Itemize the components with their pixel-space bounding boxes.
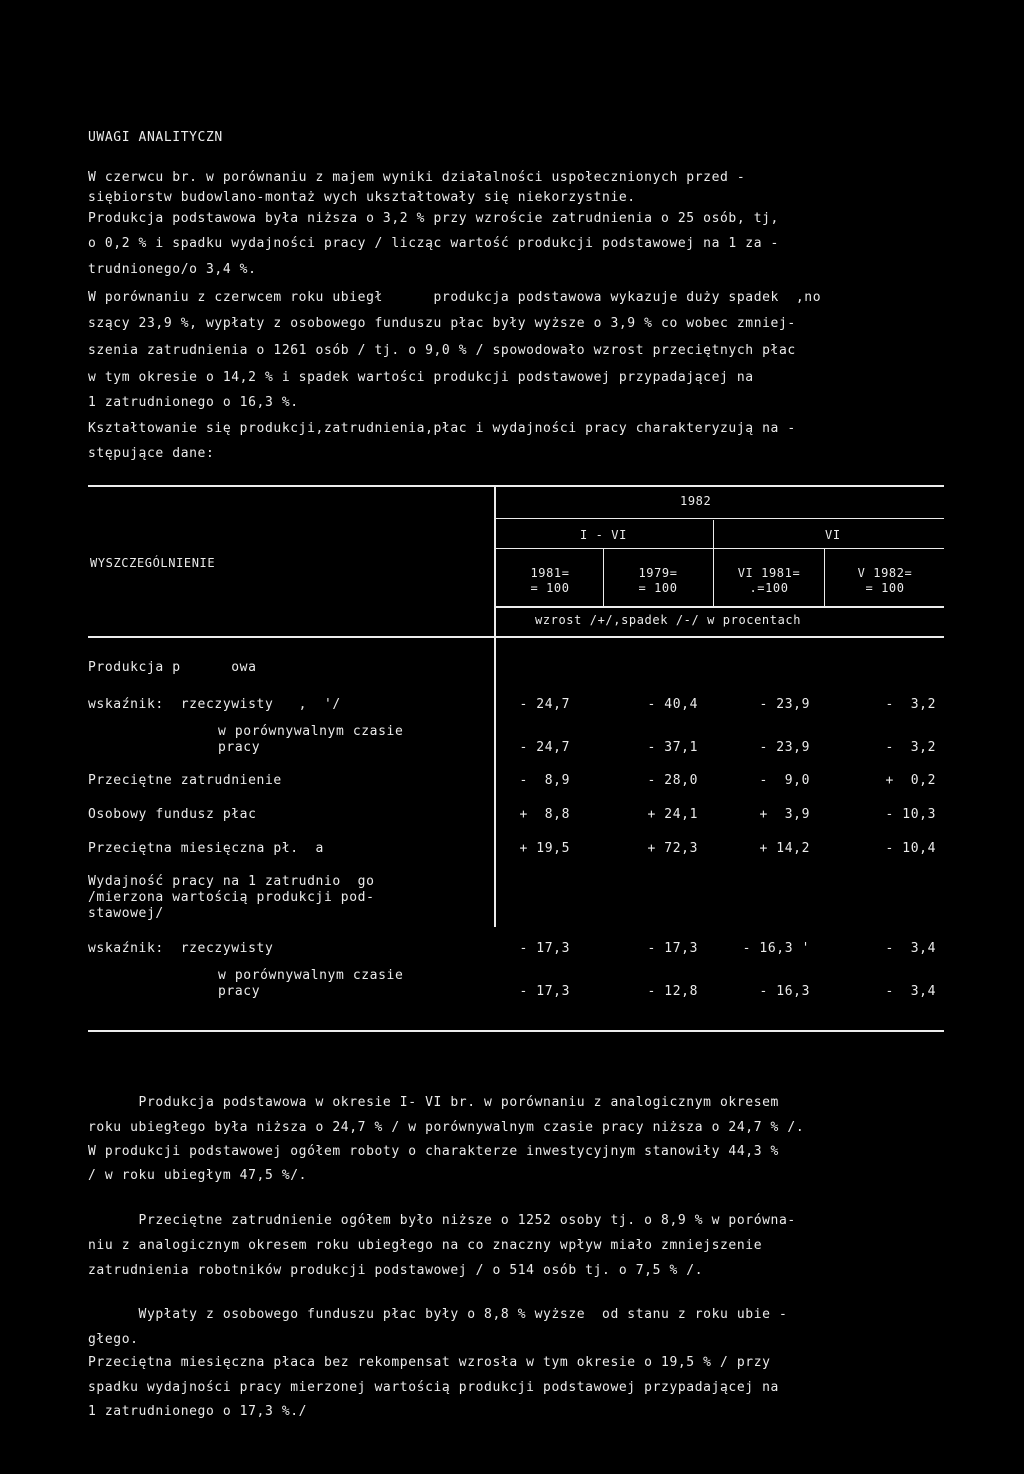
table-cell: + 19,5 xyxy=(519,841,570,856)
period-header-2: VI xyxy=(825,528,841,542)
table-cell: - 40,4 xyxy=(647,697,698,712)
intro-line: o 0,2 % i spadku wydajności pracy / licząc wartość produkcji podstawowej na 1 za - xyxy=(88,236,779,251)
table-row-label: pracy xyxy=(218,984,261,999)
year-header: 1982 xyxy=(680,494,712,508)
closing-line: Produkcja podstawowa w okresie I- VI br. w porównaniu z analogicznym okresem xyxy=(88,1095,779,1110)
table-cell: - 28,0 xyxy=(647,773,698,788)
table-cell: - 3,4 xyxy=(885,941,936,956)
table-cell: - 23,9 xyxy=(759,697,810,712)
table-cell: - 10,3 xyxy=(885,807,936,822)
col-header: = 100 xyxy=(530,581,570,595)
table-cell: - 9,0 xyxy=(759,773,810,788)
intro-line: stępujące dane: xyxy=(88,446,215,461)
closing-line: / w roku ubiegłym 47,5 %/. xyxy=(88,1168,308,1183)
intro-line: siębiorstw budowlano-montaż wych ukształtowały się niekorzystnie. xyxy=(88,190,636,205)
table-cell: - 17,3 xyxy=(519,941,570,956)
table-row-label: Przeciętne zatrudnienie xyxy=(88,773,282,788)
intro-line: W czerwcu br. w porównaniu z majem wyniki działalności uspołecznionych przed - xyxy=(88,170,746,185)
period-header-1: I - VI xyxy=(580,528,627,542)
table-cell: - 17,3 xyxy=(519,984,570,999)
table-cell: - 3,2 xyxy=(885,740,936,755)
table-cell: + 3,9 xyxy=(759,807,810,822)
table-cell: - 12,8 xyxy=(647,984,698,999)
closing-line: głego. xyxy=(88,1332,139,1347)
col-header: .=100 xyxy=(749,581,789,595)
unit-row: wzrost /+/,spadek /-/ w procentach xyxy=(535,613,802,627)
table-cell: - 3,2 xyxy=(885,697,936,712)
intro-line: Produkcja podstawowa była niższa o 3,2 % przy wzroście zatrudnienia o 25 osób, tj, xyxy=(88,211,779,226)
col-header: = 100 xyxy=(865,581,905,595)
table-row-label: wskaźnik: rzeczywisty xyxy=(88,941,274,956)
table-cell: - 23,9 xyxy=(759,740,810,755)
closing-line: W produkcji podstawowej ogółem roboty o charakterze inwestycyjnym stanowiły 44,3 % xyxy=(88,1144,779,1159)
closing-line: zatrudnienia robotników produkcji podstawowej / o 514 osób tj. o 7,5 % /. xyxy=(88,1263,704,1278)
table-cell: - 17,3 xyxy=(647,941,698,956)
closing-line: niu z analogicznym okresem roku ubiegłego na co znaczny wpływ miało zmniejszenie xyxy=(88,1238,763,1253)
table-row-label: Przeciętna miesięczna pł. a xyxy=(88,841,324,856)
table-top-rule xyxy=(88,485,944,487)
table-bottom-rule xyxy=(88,1030,944,1032)
col-divider xyxy=(603,549,604,608)
col-divider xyxy=(824,549,825,608)
closing-line: Przeciętne zatrudnienie ogółem było niższe o 1252 osoby tj. o 8,9 % w porówna- xyxy=(88,1213,796,1228)
table-cell: + 24,1 xyxy=(647,807,698,822)
col-header: 1979= xyxy=(638,566,678,580)
table-cell: - 3,4 xyxy=(885,984,936,999)
table-row-label: wskaźnik: rzeczywisty , '/ xyxy=(88,697,341,712)
intro-line: W porównaniu z czerwcem roku ubiegł produkcja podstawowa wykazuje duży spadek ,no xyxy=(88,290,822,305)
year-rule xyxy=(496,518,944,519)
col-header: 1981= xyxy=(530,566,570,580)
closing-line: Przeciętna miesięczna płaca bez rekompensat wzrosła w tym okresie o 19,5 % / przy xyxy=(88,1355,771,1370)
table-row-label: w porównywalnym czasie xyxy=(218,724,404,739)
intro-line: szący 23,9 %, wypłaty z osobowego funduszu płac były wyższe o 3,9 % co wobec zmniej- xyxy=(88,316,796,331)
closing-line: 1 zatrudnionego o 17,3 %./ xyxy=(88,1404,308,1419)
intro-line: w tym okresie o 14,2 % i spadek wartości produkcji podstawowej przypadającej na xyxy=(88,370,754,385)
table-row-label: Osobowy fundusz płac xyxy=(88,807,257,822)
table-cell: - 24,7 xyxy=(519,740,570,755)
table-row-label: pracy xyxy=(218,740,261,755)
table-cell: - 10,4 xyxy=(885,841,936,856)
intro-line: trudnionego/o 3,4 %. xyxy=(88,262,257,277)
section-heading: UWAGI ANALITYCZN xyxy=(88,130,223,145)
table-row-label: /mierzona wartością produkcji pod- xyxy=(88,890,375,905)
table-cell: - 37,1 xyxy=(647,740,698,755)
period-rule xyxy=(496,548,944,549)
table-cell: - 24,7 xyxy=(519,697,570,712)
table-cell: + 14,2 xyxy=(759,841,810,856)
table-cell: + 0,2 xyxy=(885,773,936,788)
header-rule xyxy=(496,606,944,608)
table-row-label: Wydajność pracy na 1 zatrudnio go xyxy=(88,874,375,889)
table-cell: + 72,3 xyxy=(647,841,698,856)
col-header: VI 1981= xyxy=(737,566,801,580)
period-divider xyxy=(713,520,714,608)
table-cell: - 16,3 xyxy=(759,984,810,999)
col-header: V 1982= xyxy=(857,566,913,580)
intro-line: 1 zatrudnionego o 16,3 %. xyxy=(88,395,299,410)
table-cell: - 16,3 ' xyxy=(742,941,810,956)
table-header-bottom-rule xyxy=(88,636,944,638)
table-row-label: Produkcja p owa xyxy=(88,660,257,675)
intro-line: Kształtowanie się produkcji,zatrudnienia,płac i wydajności pracy charakteryzują na - xyxy=(88,421,796,436)
stub-header: WYSZCZEGÓLNIENIE xyxy=(90,556,216,570)
col-header: = 100 xyxy=(638,581,678,595)
closing-line: Wypłaty z osobowego funduszu płac były o 8,8 % wyższe od stanu z roku ubie - xyxy=(88,1307,788,1322)
closing-line: spadku wydajności pracy mierzonej wartością produkcji podstawowej przypadającej na xyxy=(88,1380,779,1395)
table-row-label: w porównywalnym czasie xyxy=(218,968,404,983)
intro-line: szenia zatrudnienia o 1261 osób / tj. o 9,0 % / spowodowało wzrost przeciętnych płac xyxy=(88,343,796,358)
table-cell: - 8,9 xyxy=(519,773,570,788)
table-cell: + 8,8 xyxy=(519,807,570,822)
closing-line: roku ubiegłego była niższa o 24,7 % / w porównywalnym czasie pracy niższa o 24,7 % /. xyxy=(88,1120,805,1135)
table-row-label: stawowej/ xyxy=(88,906,164,921)
